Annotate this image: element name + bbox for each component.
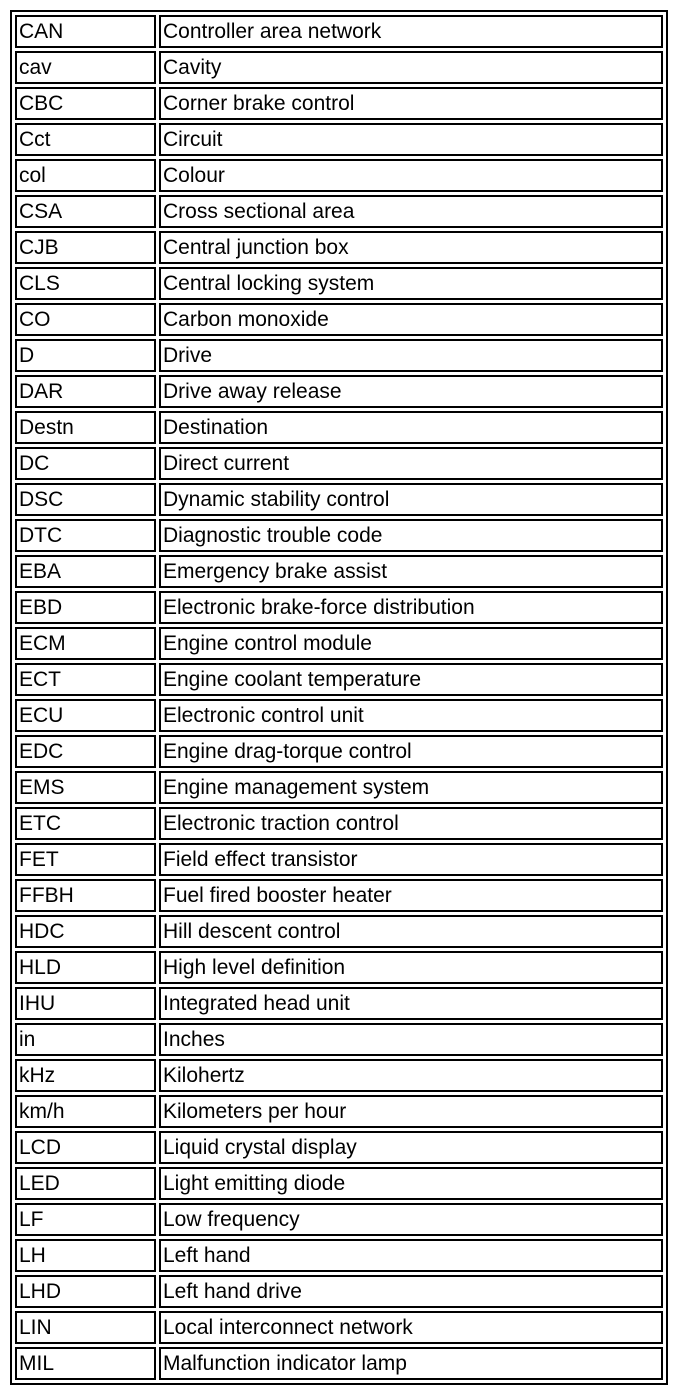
table-row bbox=[15, 303, 663, 336]
abbreviation-cell: km/h bbox=[15, 1095, 156, 1128]
table-row bbox=[15, 1347, 663, 1380]
meaning-cell: Destination bbox=[159, 411, 663, 444]
meaning-cell: Drive bbox=[159, 339, 663, 372]
abbreviation-cell: Destn bbox=[15, 411, 156, 444]
meaning-cell: Central junction box bbox=[159, 231, 663, 264]
table-row bbox=[15, 1059, 663, 1092]
table-row bbox=[15, 339, 663, 372]
meaning-cell: Left hand bbox=[159, 1239, 663, 1272]
meaning-cell: Carbon monoxide bbox=[159, 303, 663, 336]
abbreviation-cell: MIL bbox=[15, 1347, 156, 1380]
table-row bbox=[15, 627, 663, 660]
abbreviation-cell: CBC bbox=[15, 87, 156, 120]
meaning-cell: High level definition bbox=[159, 951, 663, 984]
meaning-cell: Electronic brake-force distribution bbox=[159, 591, 663, 624]
table-row bbox=[15, 483, 663, 516]
meaning-cell: Engine coolant temperature bbox=[159, 663, 663, 696]
abbreviation-cell: LCD bbox=[15, 1131, 156, 1164]
table-row bbox=[15, 1131, 663, 1164]
abbreviation-cell: DAR bbox=[15, 375, 156, 408]
meaning-cell: Engine drag-torque control bbox=[159, 735, 663, 768]
table-row bbox=[15, 411, 663, 444]
meaning-cell: Cavity bbox=[159, 51, 663, 84]
abbreviation-cell: ECM bbox=[15, 627, 156, 660]
table-row bbox=[15, 987, 663, 1020]
abbreviation-cell: HLD bbox=[15, 951, 156, 984]
table-row bbox=[15, 231, 663, 264]
meaning-cell: Dynamic stability control bbox=[159, 483, 663, 516]
abbreviation-cell: LED bbox=[15, 1167, 156, 1200]
meaning-cell: Light emitting diode bbox=[159, 1167, 663, 1200]
meaning-cell: Direct current bbox=[159, 447, 663, 480]
meaning-cell: Controller area network bbox=[159, 15, 663, 48]
abbreviations-table bbox=[10, 10, 668, 1385]
abbreviation-cell: CO bbox=[15, 303, 156, 336]
meaning-cell: Fuel fired booster heater bbox=[159, 879, 663, 912]
table-row bbox=[15, 375, 663, 408]
abbreviation-cell: EBD bbox=[15, 591, 156, 624]
abbreviation-cell: FET bbox=[15, 843, 156, 876]
table-row bbox=[15, 519, 663, 552]
abbreviation-cell: DC bbox=[15, 447, 156, 480]
abbreviation-cell: cav bbox=[15, 51, 156, 84]
table-row bbox=[15, 195, 663, 228]
table-row bbox=[15, 1095, 663, 1128]
meaning-cell: Kilohertz bbox=[159, 1059, 663, 1092]
meaning-cell: Local interconnect network bbox=[159, 1311, 663, 1344]
meaning-cell: Malfunction indicator lamp bbox=[159, 1347, 663, 1380]
abbreviation-cell: kHz bbox=[15, 1059, 156, 1092]
meaning-cell: Corner brake control bbox=[159, 87, 663, 120]
table-row bbox=[15, 15, 663, 48]
abbreviation-cell: CLS bbox=[15, 267, 156, 300]
table-row bbox=[15, 51, 663, 84]
meaning-cell: Diagnostic trouble code bbox=[159, 519, 663, 552]
abbreviation-cell: CSA bbox=[15, 195, 156, 228]
abbreviation-cell: ECT bbox=[15, 663, 156, 696]
abbreviation-cell: EDC bbox=[15, 735, 156, 768]
table-row bbox=[15, 1239, 663, 1272]
abbreviation-cell: LIN bbox=[15, 1311, 156, 1344]
table-row bbox=[15, 663, 663, 696]
abbreviation-cell: FFBH bbox=[15, 879, 156, 912]
table-row bbox=[15, 1203, 663, 1236]
abbreviation-cell: EMS bbox=[15, 771, 156, 804]
table-row bbox=[15, 951, 663, 984]
meaning-cell: Integrated head unit bbox=[159, 987, 663, 1020]
meaning-cell: Left hand drive bbox=[159, 1275, 663, 1308]
abbreviations-table-body bbox=[15, 15, 663, 1380]
abbreviation-cell: LHD bbox=[15, 1275, 156, 1308]
abbreviation-cell: Cct bbox=[15, 123, 156, 156]
meaning-cell: Low frequency bbox=[159, 1203, 663, 1236]
table-row bbox=[15, 807, 663, 840]
abbreviation-cell: HDC bbox=[15, 915, 156, 948]
abbreviation-cell: EBA bbox=[15, 555, 156, 588]
table-row bbox=[15, 699, 663, 732]
abbreviation-cell: CAN bbox=[15, 15, 156, 48]
meaning-cell: Cross sectional area bbox=[159, 195, 663, 228]
table-row bbox=[15, 87, 663, 120]
abbreviation-cell: LH bbox=[15, 1239, 156, 1272]
table-row bbox=[15, 915, 663, 948]
table-row bbox=[15, 879, 663, 912]
table-row bbox=[15, 735, 663, 768]
meaning-cell: Electronic traction control bbox=[159, 807, 663, 840]
meaning-cell: Circuit bbox=[159, 123, 663, 156]
table-row bbox=[15, 1023, 663, 1056]
table-row bbox=[15, 1167, 663, 1200]
abbreviation-cell: CJB bbox=[15, 231, 156, 264]
abbreviation-cell: LF bbox=[15, 1203, 156, 1236]
table-row bbox=[15, 123, 663, 156]
abbreviation-cell: D bbox=[15, 339, 156, 372]
table-row bbox=[15, 447, 663, 480]
table-row bbox=[15, 771, 663, 804]
abbreviation-cell: col bbox=[15, 159, 156, 192]
abbreviation-cell: DTC bbox=[15, 519, 156, 552]
table-row bbox=[15, 1275, 663, 1308]
meaning-cell: Hill descent control bbox=[159, 915, 663, 948]
table-row bbox=[15, 843, 663, 876]
meaning-cell: Liquid crystal display bbox=[159, 1131, 663, 1164]
abbreviation-cell: IHU bbox=[15, 987, 156, 1020]
abbreviation-cell: in bbox=[15, 1023, 156, 1056]
meaning-cell: Colour bbox=[159, 159, 663, 192]
meaning-cell: Engine management system bbox=[159, 771, 663, 804]
meaning-cell: Emergency brake assist bbox=[159, 555, 663, 588]
table-row bbox=[15, 591, 663, 624]
table-row bbox=[15, 159, 663, 192]
meaning-cell: Inches bbox=[159, 1023, 663, 1056]
meaning-cell: Field effect transistor bbox=[159, 843, 663, 876]
table-row bbox=[15, 555, 663, 588]
abbreviation-cell: ECU bbox=[15, 699, 156, 732]
meaning-cell: Central locking system bbox=[159, 267, 663, 300]
table-row bbox=[15, 267, 663, 300]
abbreviation-cell: DSC bbox=[15, 483, 156, 516]
meaning-cell: Engine control module bbox=[159, 627, 663, 660]
table-row bbox=[15, 1311, 663, 1344]
meaning-cell: Drive away release bbox=[159, 375, 663, 408]
meaning-cell: Electronic control unit bbox=[159, 699, 663, 732]
meaning-cell: Kilometers per hour bbox=[159, 1095, 663, 1128]
abbreviation-cell: ETC bbox=[15, 807, 156, 840]
